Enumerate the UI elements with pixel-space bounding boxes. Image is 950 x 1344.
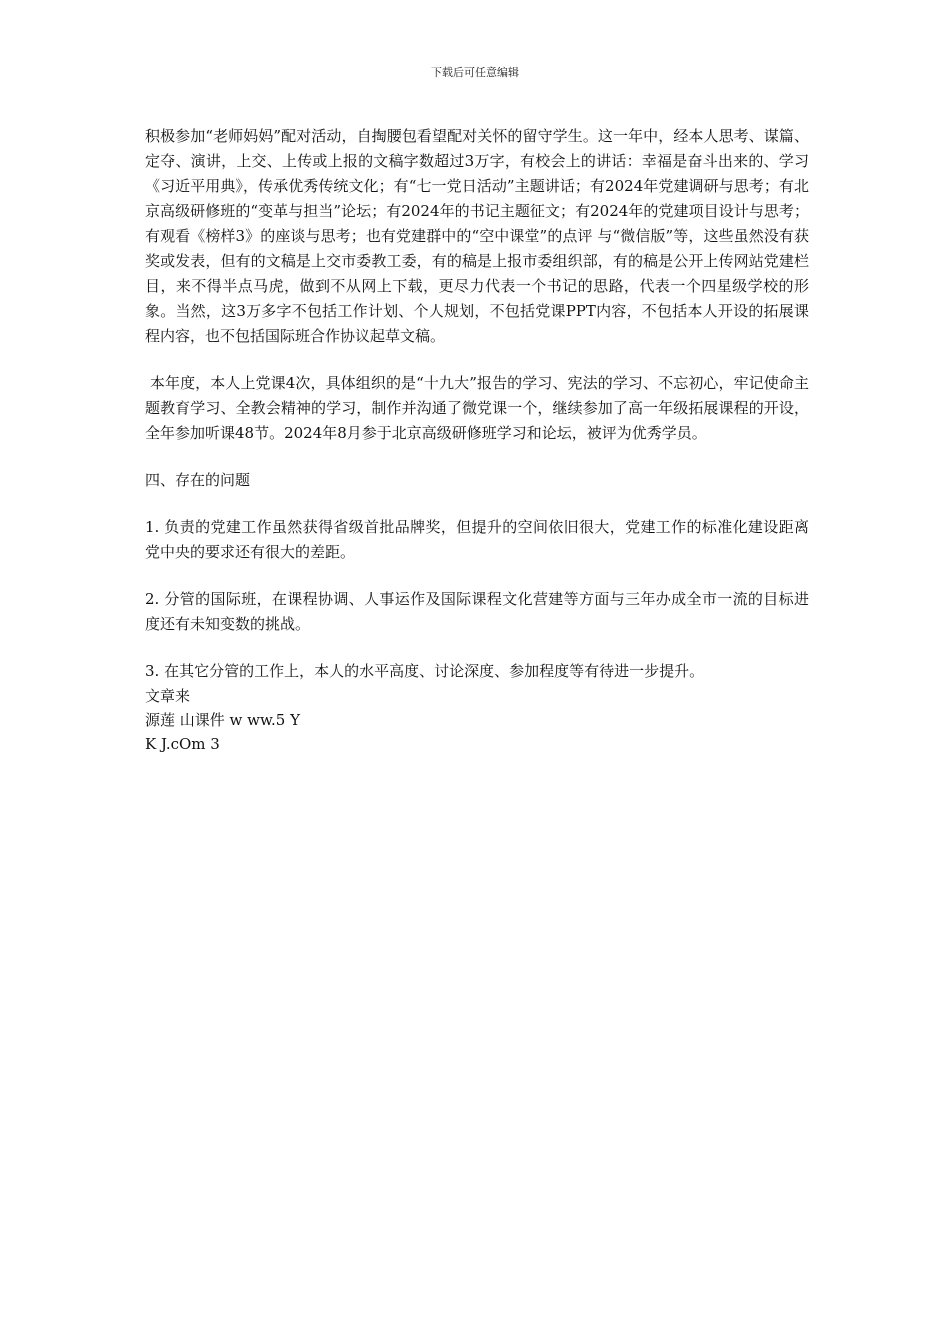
source-line-3: K J.cOm 3 [145, 735, 220, 753]
section-heading-problems: 四、存在的问题 [145, 471, 251, 489]
problem-item-1: 1. 负责的党建工作虽然获得省级首批品牌奖，但提升的空间依旧很大，党建工作的标准化建设距离党中央的要求还有很大的差距。 [145, 518, 809, 561]
paragraph-party-lessons: 本年度，本人上党课4次，具体组织的是“十九大”报告的学习、宪法的学习、不忘初心，牢记使命主题教育学习、全教会精神的学习，制作并沟通了微党课一个，继续参加了高一年级拓展课程的开设，全年参加听课48节。2024年8月参于北京高级研修班学习和论坛，被评为优秀学员。 [145, 374, 809, 442]
source-line-2: 源莲 山课件 w ww.5 Y [145, 711, 301, 729]
paragraph-activities: 积极参加“老师妈妈”配对活动，自掏腰包看望配对关怀的留守学生。这一年中，经本人思考、谋篇、定夺、演讲，上交、上传或上报的文稿字数超过3万字，有校会上的讲话：幸福是奋斗出来的、学习《习近平用典》，传承优秀传统文化；有“七一党日活动”主题讲话；有2024年党建调研与思考；有北京高级研修班的“变革与担当”论坛；有2024年的书记主题征文；有2024年的党建项目设计与思考；有观看《榜样3》的座谈与思考；也有党建群中的“空中课堂”的点评 与“微信版”等，这些虽然没有获奖或发表，但有的文稿是上交市委教工委，有的稿是上报市委组织部，有的稿是公开上传网站党建栏目，来不得半点马虎，做到不从网上下载，更尽力代表一个书记的思路，代表一个四星级学校的形象。当然，这3万多字不包括工作计划、个人规划，不包括党课PPT内容，不包括本人开设的拓展课程内容，也不包括国际班合作协议起草文稿。 [145, 127, 809, 345]
document-body [145, 124, 809, 756]
problem-item-3: 3. 在其它分管的工作上，本人的水平高度、讨论深度、参加程度等有待进一步提升。 [145, 662, 705, 680]
page-header: 下载后可任意编辑 [431, 66, 519, 79]
source-line-1: 文章来 [145, 687, 191, 705]
source-note [145, 684, 809, 756]
problem-item-2: 2. 分管的国际班，在课程协调、人事运作及国际课程文化营建等方面与三年办成全市一流的目标进度还有未知变数的挑战。 [145, 590, 809, 633]
